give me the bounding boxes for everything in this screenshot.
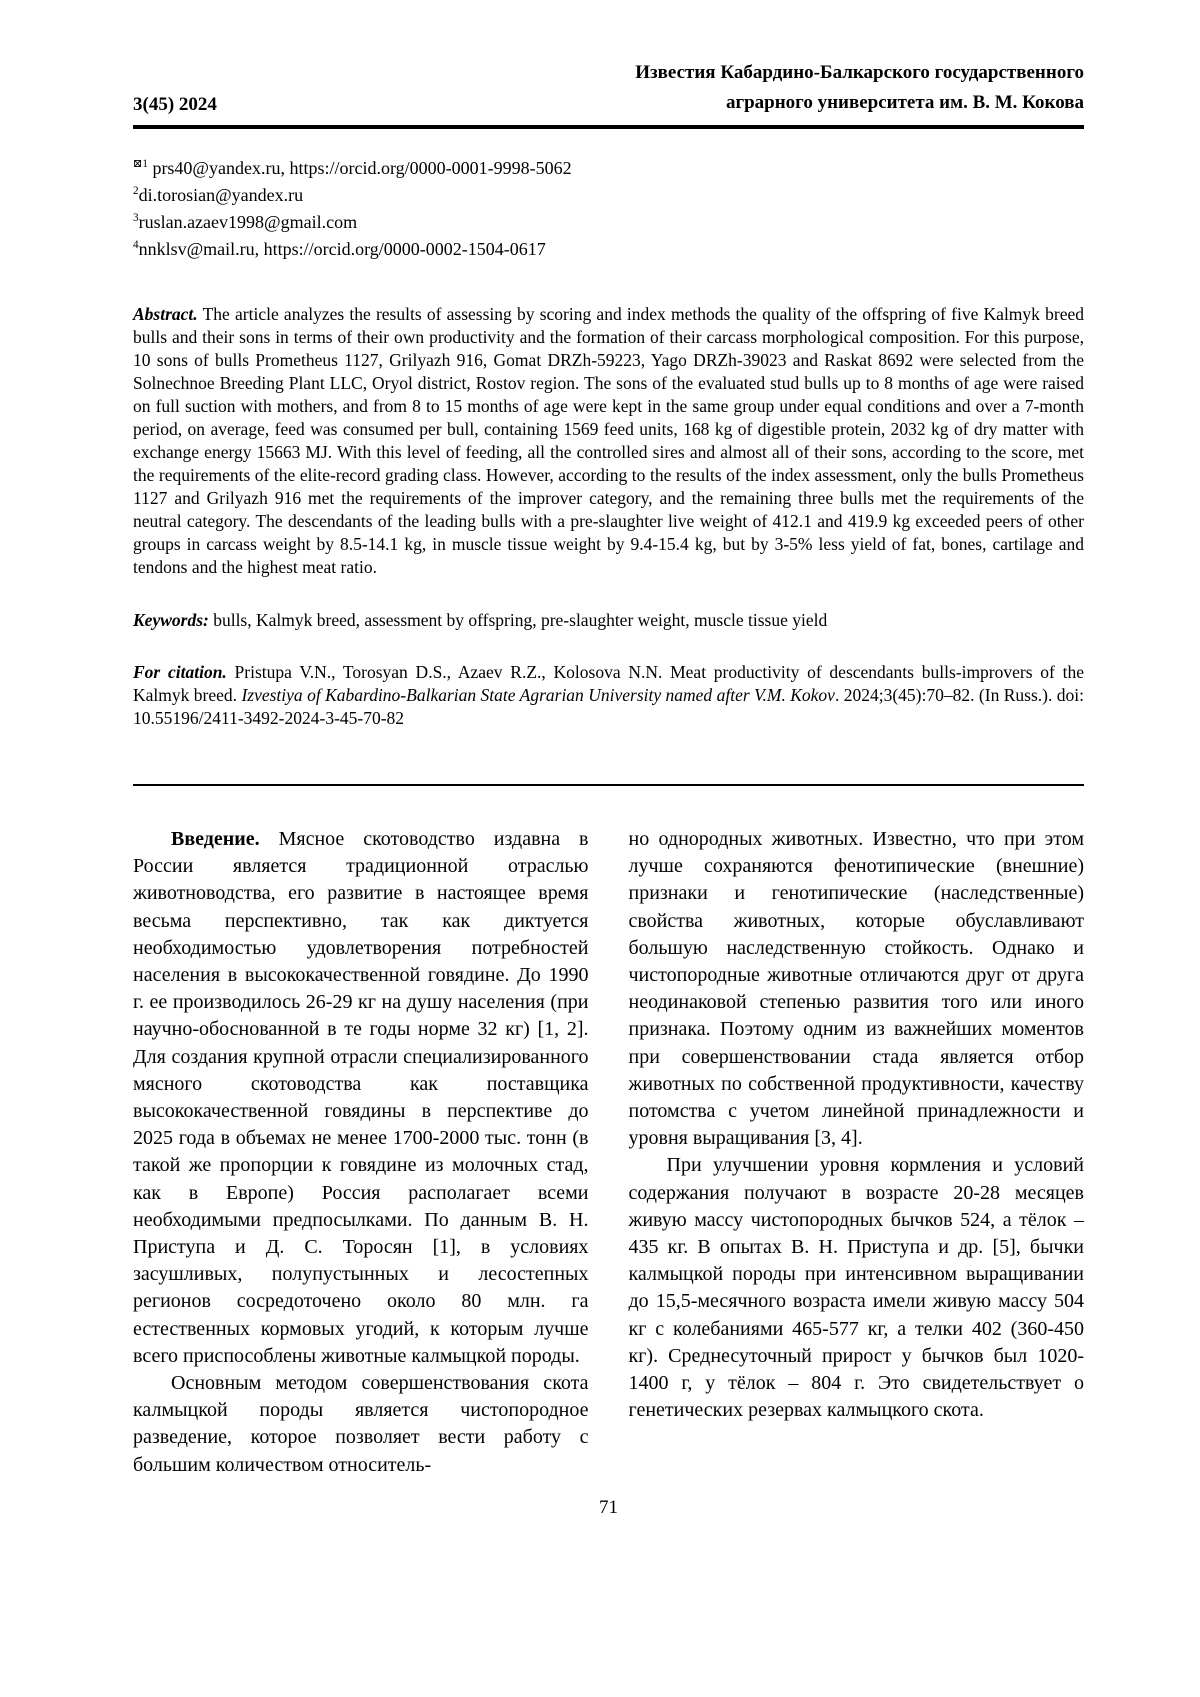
citation-text-before: Pristupa V.N., Torosyan D.S., Azaev R.Z., Kolosova N.N. Meat productivity of descendants bulls-improvers of the Kalmyk breed.	[133, 662, 1084, 705]
contact-superscript-3: 3	[133, 212, 139, 224]
header-rule	[133, 125, 1084, 129]
contact-email-1: prs40@yandex.ru, https://orcid.org/0000-0001-9998-5062	[152, 158, 572, 178]
abstract-text: The article analyzes the results of assessing by scoring and index methods the quality of the offspring of five Kalmyk breed bulls and their sons in terms of their own productivity and the formation of their carcass morphological composition. For this purpose, 10 sons of bulls Prometheus 1127, Grilyazh 916, Gomat DRZh-59223, Yago DRZh-39023 and Raskat 8692 were selected from the Solnechnoe Breeding Plant LLC, Oryol district, Rostov region. The sons of the evaluated stud bulls up to 8 months of age were raised on full suction with mothers, and from 8 to 15 months of age were kept in the same group under equal conditions and over a 7-month period, on average, feed was consumed per bull, containing 1569 feed units, 168 kg of digestible protein, 2032 kg of dry matter with exchange energy 15663 MJ. With this level of feeding, all the controlled sires and almost all of their sons, according to the score, met the requirements of the elite-record grading class. However, according to the results of the index assessment, only the bulls Prometheus 1127 and Grilyazh 916 met the requirements of the improver category, and the remaining three bulls met the requirements of the neutral category. The descendants of the leading bulls with a pre-slaughter live weight of 412.1 and 419.9 kg exceeded peers of other groups in carcass weight by 8.5-14.1 kg, in muscle tissue weight by 9.4-15.4 kg, but by 3-5% less yield of fat, bones, cartilage and tendons and the highest meat ratio.	[133, 304, 1084, 577]
contact-email-2: di.torosian@yandex.ru	[138, 185, 304, 205]
citation-label: For citation.	[133, 662, 227, 682]
right-paragraph-2: При улучшении уровня кормления и условий содержания получают в возрасте 20-28 месяцев живую массу чистопородных бычков 524, а тёлок – 435 кг. В опытах В. Н. Приступа и др. [5], бычки калмыцкой породы при интенсивном выращивании до 15,5-месячного возраста имели живую массу 504 кг с колебаниями 465-577 кг, а телки 402 (360-450 кг). Среднесуточный прирост у бычков был 1020-1400 г, у тёлок – 804 г. Это свидетельствует о генетических резервах калмыцкого скота.	[628, 1154, 1084, 1422]
contact-email-3: ruslan.azaev1998@gmail.com	[138, 212, 358, 232]
right-paragraph-1: но однородных животных. Известно, что при этом лучше сохраняются фенотипические (внешние) признаки и генотипические (наследственные) свойства животных, которые обуславливают большую наследственную стойкость. Однако и чистопородные животные отличаются друг от друга неодинаковой степенью развития того или иного признака. Поэтому одним из важнейших моментов при совершенствовании стада является отбор животных по собственной продуктивности, качеству потомства с учетом линейной принадлежности и уровня выращивания [3, 4].	[628, 828, 1084, 1150]
journal-title-line2: аграрного университета им. В. М. Кокова	[725, 92, 1084, 113]
contact-line-4	[133, 236, 1084, 263]
page-number: 71	[599, 1496, 618, 1518]
journal-title	[635, 58, 1084, 118]
contact-line-3	[133, 209, 1084, 236]
citation-paragraph	[133, 661, 1084, 730]
keywords-label: Keywords:	[133, 610, 209, 630]
contact-superscript-1: 1	[142, 158, 148, 170]
envelope-icon: ⊠	[133, 158, 143, 170]
journal-title-line1: Известия Кабардино-Балкарского государственного	[635, 62, 1084, 83]
right-column	[629, 826, 1085, 1479]
article-body	[133, 826, 1084, 1479]
abstract-paragraph	[133, 303, 1084, 579]
intro-paragraph	[133, 826, 589, 1370]
contact-line-2	[133, 182, 1084, 209]
intro-text: Мясное скотоводство издавна в России является традиционной отраслью животноводства, его развитие в настоящее время весьма перспективно, так как диктуется необходимостью удовлетворения потребностей населения в высококачественной говядине. До 1990 г. ее производилось 26-29 кг на душу населения (при научно-обоснованной в те годы норме 32 кг) [1, 2]. Для создания крупной отрасли специализированного мясного скотоводства как поставщика высококачественной говядины в перспективе до 2025 года в объемах не менее 1700-2000 тыс. тонн (в такой же пропорции к говядине из молочных стад, как в Европе) Россия располагает всеми необходимыми предпосылками. По данным В. Н. Приступа и Д. С. Торосян [1], в условиях засушливых, полупустынных и лесостепных регионов сосредоточено около 80 млн. га естественных кормовых угодий, к которым лучше всего приспособлены животные калмыцкой породы.	[133, 828, 589, 1367]
left-column	[133, 826, 589, 1479]
contact-line-1	[133, 155, 1084, 182]
keywords-text: bulls, Kalmyk breed, assessment by offspring, pre-slaughter weight, muscle tissue yield	[208, 610, 828, 630]
abstract-label: Abstract.	[133, 304, 198, 324]
author-contacts	[133, 155, 1084, 263]
left-paragraph-2: Основным методом совершенствования скота калмыцкой породы является чистопородное разведение, которое позволяет вести работу с большим количеством относитель-	[133, 1372, 589, 1476]
intro-label: Введение.	[171, 828, 260, 850]
contact-superscript-2: 2	[133, 185, 139, 197]
section-divider	[133, 784, 1084, 786]
issue-number: 3(45) 2024	[133, 94, 217, 115]
contact-superscript-4: 4	[133, 239, 139, 251]
citation-journal-name: Izvestiya of Kabardino-Balkarian State Agrarian University named after V.M. Kokov	[241, 685, 835, 705]
journal-header	[133, 58, 1084, 118]
keywords-paragraph	[133, 609, 1084, 632]
contact-email-4: nnklsv@mail.ru, https://orcid.org/0000-0002-1504-0617	[138, 239, 546, 259]
citation-text-after: . 2024;3(45):70–82. (In Russ.). doi: 10.55196/2411-3492-2024-3-45-70-82	[133, 685, 1084, 728]
